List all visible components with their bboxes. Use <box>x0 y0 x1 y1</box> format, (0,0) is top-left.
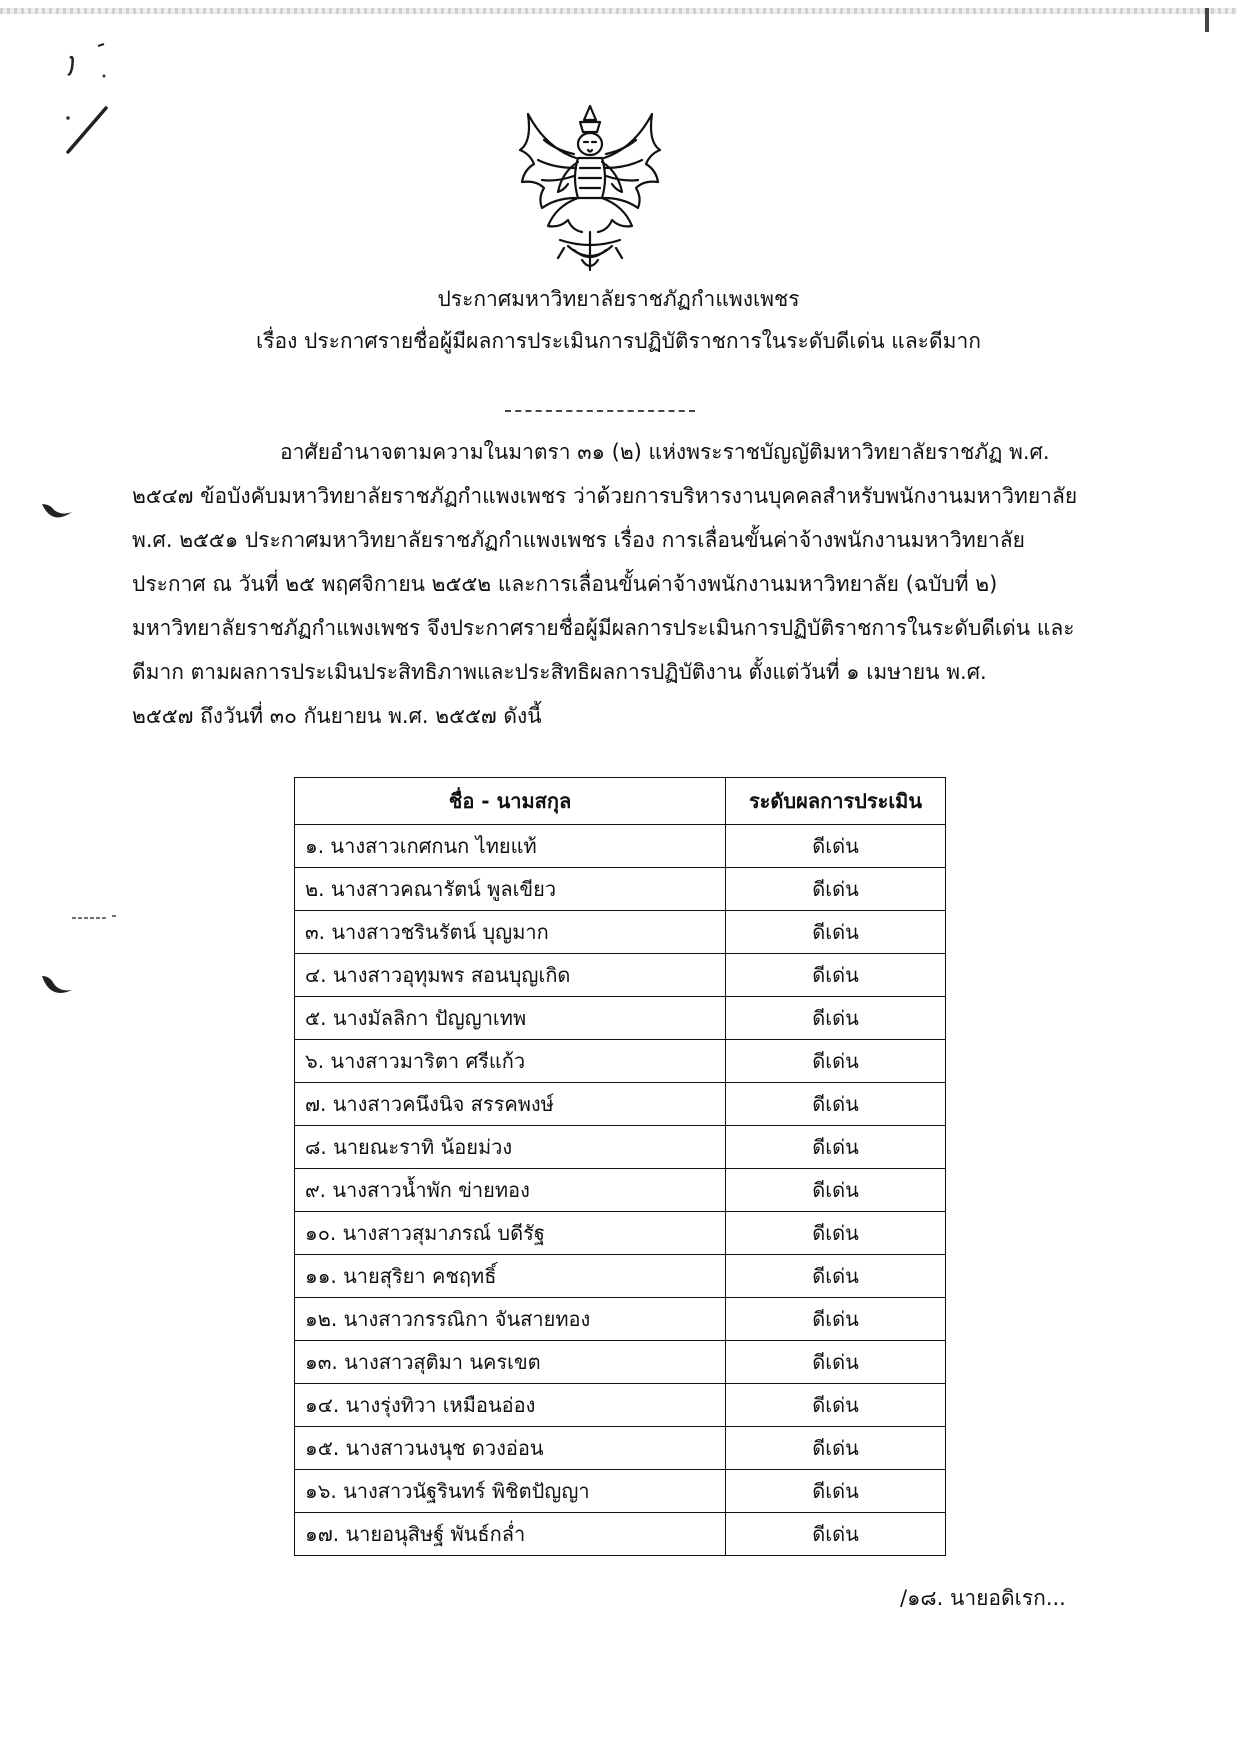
table-row <box>295 1083 946 1126</box>
table-row <box>295 1255 946 1298</box>
body-line: ๒๕๔๗ ข้อบังคับมหาวิทยาลัยราชภัฏกำแพงเพชร ว่าด้วยการบริหารงานบุคคลสำหรับพนักงานมหาวิทยาลัย <box>132 484 1078 508</box>
evaluation-level: ดีเด่น <box>726 868 946 911</box>
body-line: มหาวิทยาลัยราชภัฏกำแพงเพชร จึงประกาศรายชื่อผู้มีผลการประเมินการปฏิบัติราชการในระดับดีเด่น และ <box>132 616 1075 640</box>
body-line: ๒๕๕๗ ถึงวันที่ ๓๐ กันยายน พ.ศ. ๒๕๕๗ ดังนี้ <box>132 704 542 728</box>
table-row <box>295 825 946 868</box>
title-divider <box>505 410 695 412</box>
table-row <box>295 1298 946 1341</box>
punch-hole-mark-icon <box>38 968 78 1004</box>
announcement-title: ประกาศมหาวิทยาลัยราชภัฏกำแพงเพชร <box>437 287 800 311</box>
table-row <box>295 997 946 1040</box>
evaluation-level: ดีเด่น <box>726 1255 946 1298</box>
table-row <box>295 1470 946 1513</box>
evaluation-level: ดีเด่น <box>726 997 946 1040</box>
person-name: ๕. นางมัลลิกา ปัญญาเทพ <box>295 997 726 1040</box>
person-name: ๑๖. นางสาวนัฐรินทร์ พิชิตปัญญา <box>295 1470 726 1513</box>
table-row <box>295 868 946 911</box>
person-name: ๑. นางสาวเกศกนก ไทยแท้ <box>295 825 726 868</box>
person-name: ๑๐. นางสาวสุมาภรณ์ บดีรัฐ <box>295 1212 726 1255</box>
page-continuation-note: /๑๘. นายอดิเรก... <box>900 1586 1066 1610</box>
evaluation-level: ดีเด่น <box>726 1513 946 1556</box>
body-line: อาศัยอำนาจตามความในมาตรา ๓๑ (๒) แห่งพระราชบัญญัติมหาวิทยาลัยราชภัฏ พ.ศ. <box>280 440 1050 464</box>
person-name: ๖. นางสาวมาริตา ศรีแก้ว <box>295 1040 726 1083</box>
table-row <box>295 1384 946 1427</box>
person-name: ๗. นางสาวคนึงนิจ สรรคพงษ์ <box>295 1083 726 1126</box>
evaluation-level: ดีเด่น <box>726 1212 946 1255</box>
scan-edge-top <box>0 8 1237 14</box>
evaluation-results-table <box>294 777 946 1556</box>
person-name: ๑๔. นางรุ่งทิวา เหมือนอ่อง <box>295 1384 726 1427</box>
announcement-subject: เรื่อง ประกาศรายชื่อผู้มีผลการประเมินการปฏิบัติราชการในระดับดีเด่น และดีมาก <box>256 329 981 353</box>
column-header-level: ระดับผลการประเมิน <box>726 778 946 825</box>
evaluation-level: ดีเด่น <box>726 954 946 997</box>
punch-hole-mark-icon <box>38 490 78 526</box>
table-row <box>295 1212 946 1255</box>
person-name: ๑๗. นายอนุสิษฐ์ พันธ์กล่ำ <box>295 1513 726 1556</box>
person-name: ๔. นางสาวอุทุมพร สอนบุญเกิด <box>295 954 726 997</box>
evaluation-level: ดีเด่น <box>726 1083 946 1126</box>
announcement-body <box>132 430 1078 738</box>
evaluation-level: ดีเด่น <box>726 1126 946 1169</box>
table-row <box>295 1341 946 1384</box>
evaluation-level: ดีเด่น <box>726 1169 946 1212</box>
person-name: ๑๕. นางสาวนงนุช ดวงอ่อน <box>295 1427 726 1470</box>
column-header-name: ชื่อ - นามสกุล <box>295 778 726 825</box>
person-name: ๘. นายณะราทิ น้อยม่วง <box>295 1126 726 1169</box>
evaluation-level: ดีเด่น <box>726 1384 946 1427</box>
table-row <box>295 1126 946 1169</box>
evaluation-level: ดีเด่น <box>726 1341 946 1384</box>
evaluation-level: ดีเด่น <box>726 825 946 868</box>
person-name: ๑๒. นางสาวกรรณิกา จันสายทอง <box>295 1298 726 1341</box>
person-name: ๙. นางสาวน้ำพัก ข่ายทอง <box>295 1169 726 1212</box>
table-row <box>295 1513 946 1556</box>
person-name: ๑๓. นางสาวสุติมา นครเขต <box>295 1341 726 1384</box>
table-row <box>295 1040 946 1083</box>
table-row <box>295 1427 946 1470</box>
body-line: ประกาศ ณ วันที่ ๒๕ พฤศจิกายน ๒๕๕๒ และการเลื่อนขั้นค่าจ้างพนักงานมหาวิทยาลัย (ฉบับที่ ๒) <box>132 572 998 596</box>
garuda-emblem <box>508 100 672 282</box>
table-row <box>295 1169 946 1212</box>
evaluation-level: ดีเด่น <box>726 1298 946 1341</box>
scan-edge-mark <box>1205 8 1209 32</box>
evaluation-level: ดีเด่น <box>726 911 946 954</box>
evaluation-level: ดีเด่น <box>726 1427 946 1470</box>
person-name: ๑๑. นายสุริยา คชฤทธิ์ <box>295 1255 726 1298</box>
body-line: ดีมาก ตามผลการประเมินประสิทธิภาพและประสิทธิผลการปฏิบัติงาน ตั้งแต่วันที่ ๑ เมษายน พ.ศ. <box>132 660 987 684</box>
evaluation-level: ดีเด่น <box>726 1470 946 1513</box>
handwritten-mark-icon <box>58 36 128 156</box>
evaluation-level: ดีเด่น <box>726 1040 946 1083</box>
person-name: ๓. นางสาวชรินรัตน์ บุญมาก <box>295 911 726 954</box>
table-header-row <box>295 778 946 825</box>
table-row <box>295 954 946 997</box>
body-line: พ.ศ. ๒๕๕๑ ประกาศมหาวิทยาลัยราชภัฏกำแพงเพชร เรื่อง การเลื่อนขั้นค่าจ้างพนักงานมหาวิทยาลัย <box>132 528 1025 552</box>
table-row <box>295 911 946 954</box>
scan-dash-mark-icon <box>70 912 120 922</box>
person-name: ๒. นางสาวคณารัตน์ พูลเขียว <box>295 868 726 911</box>
